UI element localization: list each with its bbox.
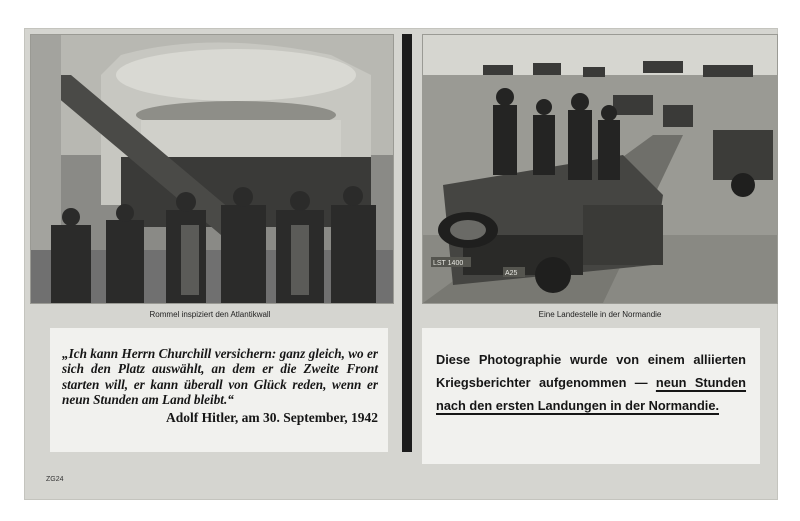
leaflet-code: ZG24 — [46, 476, 64, 483]
info-text-underlined: neun Stunden nach den ersten Landungen in der Normandie. — [436, 375, 747, 413]
rommel-photo-illustration — [31, 35, 393, 303]
quote-text: „Ich kann Herrn Churchill versichern: ganz gleich, wo er sich den Platz auswählt, an dem er die Zweite Front starten will, er kann überall von Glück reden, wenn er neun Stunden am Land bleibt.“ — [62, 346, 378, 408]
photo-caption-right: Eine Landestelle in der Normandie — [538, 310, 662, 319]
photo-landestelle-normandie — [422, 34, 778, 304]
info-text: Diese Photographie wurde von einem alliierten Kriegsberichter aufgenommen — — [436, 352, 746, 390]
vehicle-plate-marking: LST 1400 — [433, 260, 464, 267]
center-divider — [402, 34, 412, 452]
quote-attribution: Adolf Hitler, am 30. September, 1942 — [166, 409, 378, 425]
normandy-photo-illustration — [423, 35, 777, 303]
hitler-quote-box — [50, 328, 388, 452]
photo-rommel-atlantikwall — [30, 34, 394, 304]
leaflet-sheet — [24, 28, 778, 500]
photo-caption-left: Rommel inspiziert den Atlantikwall — [149, 310, 271, 319]
vehicle-number-marking: A25 — [505, 270, 518, 277]
photo-info-box — [422, 328, 760, 464]
